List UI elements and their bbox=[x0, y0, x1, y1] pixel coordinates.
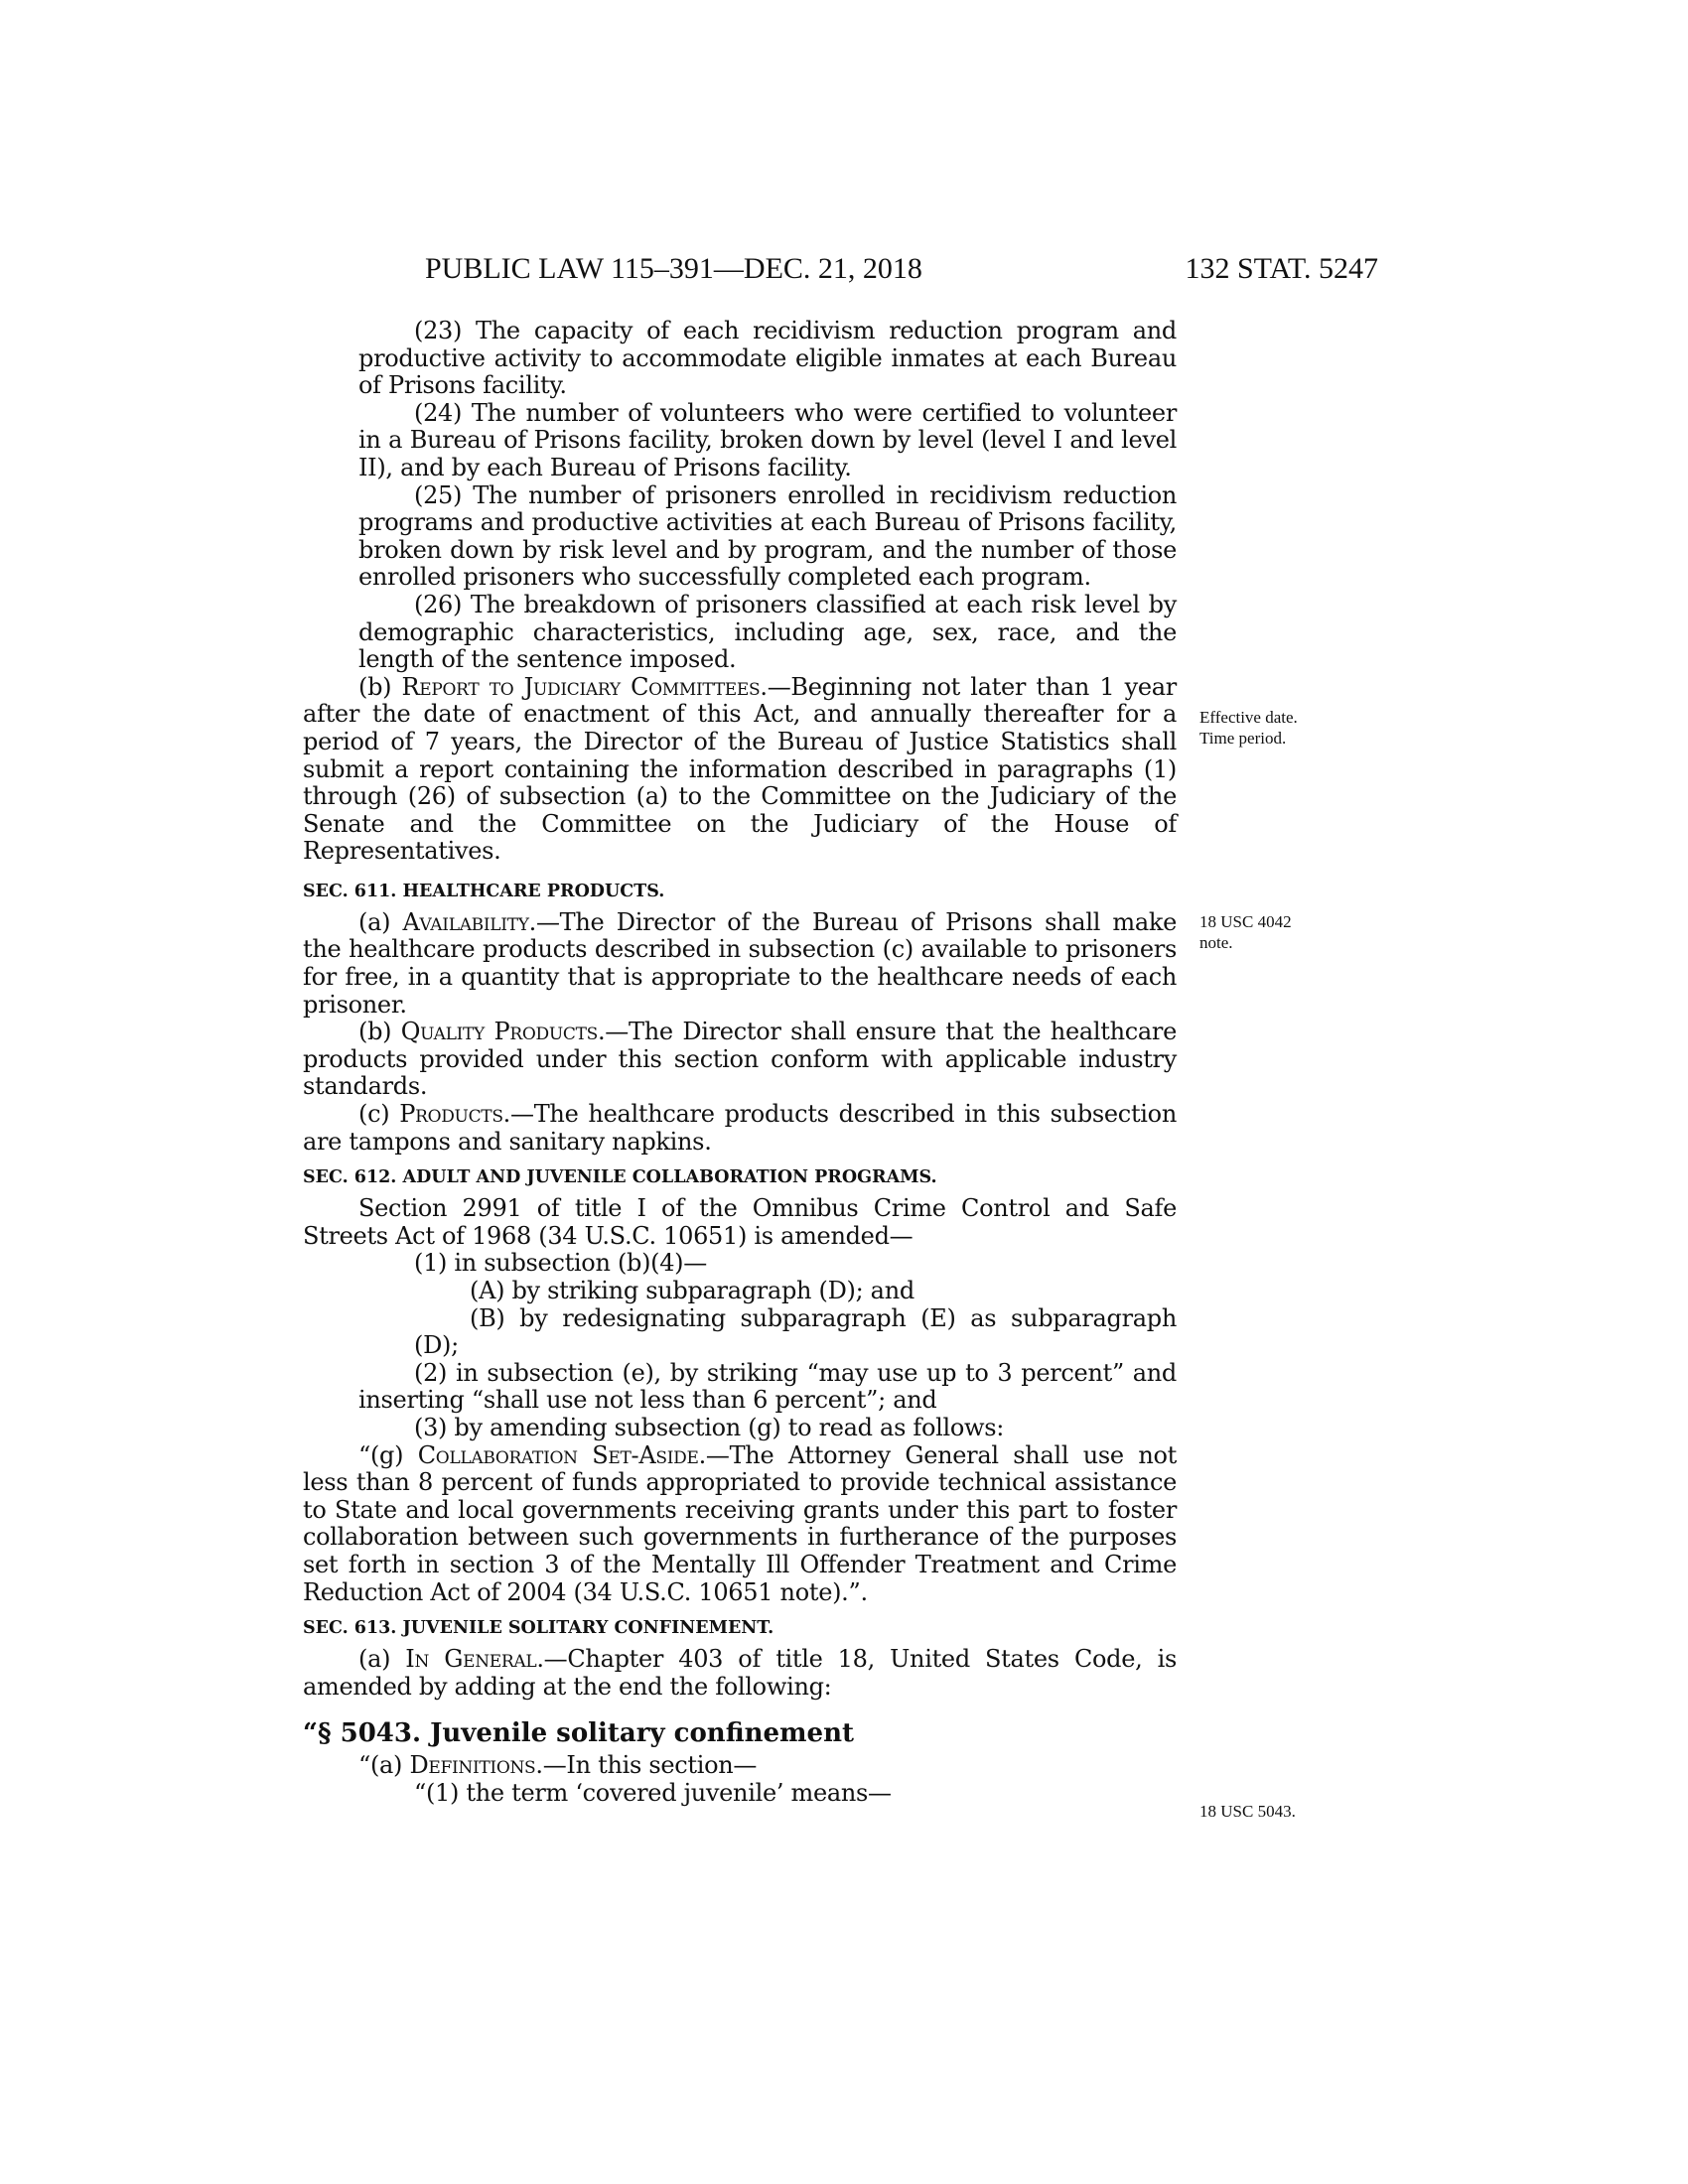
sec612-intro: Section 2991 of title I of the Omnibus Crime Control and Safe Streets Act of 1968 (34 U.S.C. 10651) is amended— bbox=[303, 1194, 1177, 1250]
section-612-heading: SEC. 612. ADULT AND JUVENILE COLLABORATION PROGRAMS. bbox=[303, 1167, 937, 1188]
subsection-b-report: (b) Report to Judiciary Committees.—Beginning not later than 1 year after the date of enactment of this Act, and annually thereafter for a period of 7 years, the Director of the Bureau of Justice Statistics shall submit a report containing the information described in paragraphs (1) through (26) of subsection (a) to the Committee on the Judiciary of the Senate and the Committee on the Judiciary of the House of Representatives. bbox=[303, 672, 1177, 866]
margin-note-effective-date: Effective date. Time period. bbox=[1199, 708, 1298, 748]
sec612-subsection-g: “(g) Collaboration Set-Aside.—The Attorney General shall use not less than 8 percent of funds appropriated to provide technical assistance to State and local governments receiving grants under this part to foster collaboration between such governments in furtherance of the purposes set forth in section 3 of the Mentally Ill Offender Treatment and Crime Reduction Act of 2004 (34 U.S.C. 10651 note).”. bbox=[303, 1440, 1177, 1606]
sec612-item-2: (2) in subsection (e), by striking “may use up to 3 percent” and inserting “shall use not less than 6 percent”; and bbox=[358, 1358, 1177, 1415]
margin-note-18-usc-5043: 18 USC 5043. bbox=[1199, 1802, 1296, 1821]
sec612-item-1: (1) in subsection (b)(4)— bbox=[414, 1249, 707, 1278]
margin-note-18-usc-4042: 18 USC 4042 note. bbox=[1199, 912, 1292, 952]
subsection-heading: Availability bbox=[402, 907, 529, 936]
paragraph-25: (25) The number of prisoners enrolled in recidivism reduction programs and productive activities at each Bureau of Prisons facility, broken down by risk level and by program, and the number of those enrolled prisoners who successfully completed each program. bbox=[358, 480, 1177, 592]
sec613-subsection-a: (a) In General.—Chapter 403 of title 18, United States Code, is amended by adding at the end the following: bbox=[303, 1645, 1177, 1701]
subsection-heading: Collaboration Set-Aside bbox=[417, 1440, 699, 1469]
section-5043-heading: “§ 5043. Juvenile solitary confinement bbox=[303, 1718, 855, 1749]
subsection-heading: Definitions bbox=[409, 1750, 536, 1779]
sec611-subsection-a: (a) Availability.—The Director of the Bureau of Prisons shall make the healthcare products described in subsection (c) available to prisoners for free, in a quantity that is appropriate to the healthcare needs of each prisoner. bbox=[303, 907, 1177, 1019]
section-613-heading: SEC. 613. JUVENILE SOLITARY CONFINEMENT. bbox=[303, 1618, 774, 1639]
paragraph-26: (26) The breakdown of prisoners classified at each risk level by demographic characteristics, including age, sex, race, and the length of the sentence imposed. bbox=[358, 590, 1177, 674]
paragraph-23: (23) The capacity of each recidivism reduction program and productive activity to accommodate eligible inmates at each Bureau of Prisons facility. bbox=[358, 317, 1177, 400]
sec612-item-1b: (B) by redesignating subparagraph (E) as subparagraph (D); bbox=[414, 1303, 1177, 1360]
sec611-subsection-b: (b) Quality Products.—The Director shall ensure that the healthcare products provided under this section conform with applicable industry standards. bbox=[303, 1018, 1177, 1101]
subsection-heading: Quality Products bbox=[400, 1018, 598, 1046]
subsection-heading: In General bbox=[405, 1645, 537, 1674]
section-611-heading: SEC. 611. HEALTHCARE PRODUCTS. bbox=[303, 881, 665, 901]
running-head-public-law: PUBLIC LAW 115–391—DEC. 21, 2018 bbox=[425, 252, 922, 285]
sec5043-definition-1: “(1) the term ‘covered juvenile’ means— bbox=[414, 1778, 892, 1807]
sec612-item-1a: (A) by striking subparagraph (D); and bbox=[470, 1277, 914, 1304]
sec611-subsection-c: (c) Products.—The healthcare products described in this subsection are tampons and sanitary napkins. bbox=[303, 1100, 1177, 1156]
sec5043-definitions: “(a) Definitions.—In this section— bbox=[358, 1750, 758, 1779]
paragraph-24: (24) The number of volunteers who were certified to volunteer in a Bureau of Prisons facility, broken down by level (level I and level II), and by each Bureau of Prisons facility. bbox=[358, 398, 1177, 481]
running-head bbox=[425, 249, 1378, 289]
subsection-heading: Report to Judiciary Committees bbox=[401, 672, 761, 701]
running-head-stat-page: 132 STAT. 5247 bbox=[1185, 252, 1378, 285]
subsection-heading: Products bbox=[399, 1100, 503, 1129]
body-text bbox=[303, 318, 1177, 1807]
sec612-item-3: (3) by amending subsection (g) to read as follows: bbox=[414, 1413, 1005, 1441]
